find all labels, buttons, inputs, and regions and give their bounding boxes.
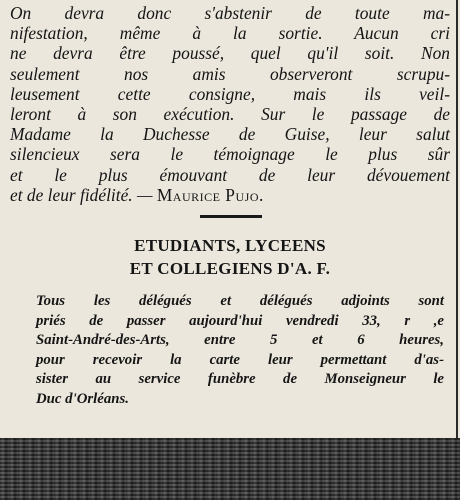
text-line: Madame la Duchesse de Guise, leur salut (10, 124, 450, 145)
text-line: priés de passer aujourd'hui vendredi 33, r ,e (36, 312, 444, 329)
instruction-paragraph (10, 3, 450, 205)
text-line: silencieux sera le témoignage le plus sûr (10, 144, 450, 165)
text-line-last (10, 185, 450, 205)
author-signature: Maurice Pujo. (156, 184, 264, 205)
text-line: pour recevoir la carte leur permettant d'as- (36, 351, 444, 368)
text-line: et le plus émouvant de leur dévouement (10, 164, 450, 185)
section-separator (200, 215, 262, 218)
text-line: Saint-André-des-Arts, entre 5 et 6 heures, (36, 332, 444, 349)
column-rule (456, 0, 458, 438)
section-heading-line1: ETUDIANTS, LYCEENS (134, 236, 326, 255)
text-line: nifestation, même à la sortie. Aucun cri (10, 23, 450, 44)
text-line: ne devra être poussé, quel qu'il soit. Non (10, 43, 450, 64)
notice-paragraph (36, 292, 444, 410)
closing-text: et de leur fidélité. — (10, 184, 157, 205)
text-line: On devra donc s'abstenir de toute ma- (10, 3, 450, 23)
text-line: leusement cette consigne, mais ils veil- (10, 83, 450, 104)
text-line: Tous les délégués et délégués adjoints sont (36, 293, 444, 309)
text-line: sister au service funèbre de Monseigneur le (36, 371, 444, 388)
dark-print-band (0, 438, 460, 500)
section-heading-line2: ET COLLEGIENS D'A. F. (129, 259, 331, 278)
text-line: seulement nos amis observeront scrupu- (10, 63, 450, 84)
text-line-last: Duc d'Orléans. (36, 390, 129, 407)
text-line: leront à son exécution. Sur le passage de (10, 104, 450, 125)
